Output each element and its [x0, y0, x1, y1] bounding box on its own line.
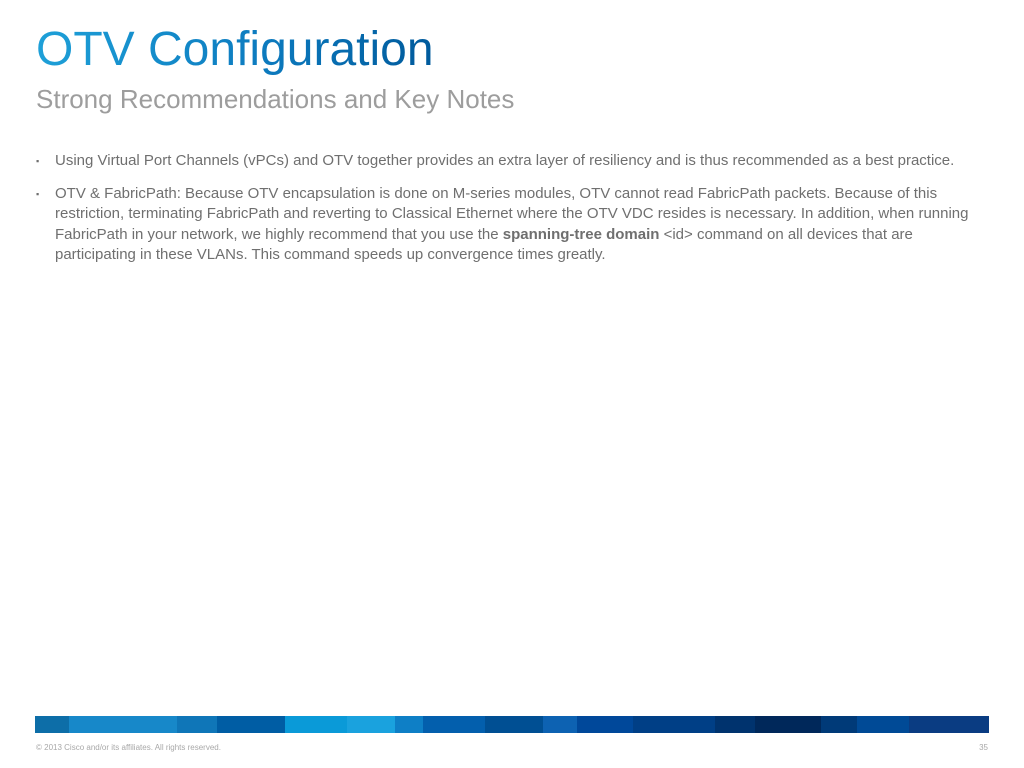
color-band-segment — [821, 716, 857, 733]
color-band-segment — [69, 716, 177, 733]
bullet-marker-icon: ▪ — [36, 156, 40, 166]
color-band-segment — [485, 716, 543, 733]
footer-color-band — [35, 716, 989, 733]
bullet-text-continued: <id> command on all devices that are participating in these VLANs. This command speeds up convergence times greatly. — [55, 225, 913, 263]
color-band-segment — [423, 716, 485, 733]
color-band-segment — [347, 716, 395, 733]
bullet-text: Using Virtual Port Channels (vPCs) and OTV together provides an extra layer of resiliency and is thus recommended as a best practice. — [55, 152, 955, 169]
color-band-segment — [217, 716, 285, 733]
color-band-segment — [715, 716, 755, 733]
color-band-segment — [543, 716, 577, 733]
color-band-segment — [285, 716, 347, 733]
color-band-segment — [633, 716, 715, 733]
slide-title: OTV Configuration — [36, 23, 434, 76]
color-band-segment — [577, 716, 633, 733]
color-band-segment — [755, 716, 821, 733]
bullet-item-fabricpath — [36, 184, 981, 266]
color-band-segment — [395, 716, 423, 733]
color-band-segment — [35, 716, 69, 733]
page-number: 35 — [979, 743, 988, 752]
bullet-list — [36, 151, 981, 278]
footer-copyright: © 2013 Cisco and/or its affiliates. All rights reserved. — [36, 743, 221, 752]
color-band-segment — [857, 716, 909, 733]
color-band-segment — [177, 716, 217, 733]
color-band-segment — [909, 716, 989, 733]
bullet-item-vpc — [36, 151, 981, 172]
bullet-marker-icon: ▪ — [36, 188, 40, 199]
slide-subtitle: Strong Recommendations and Key Notes — [36, 84, 515, 114]
bullet-command-bold: spanning-tree domain — [502, 225, 660, 243]
bullet-text: OTV & FabricPath: Because OTV encapsulation is done on M-series modules, OTV cannot read FabricPath packets. Because of this restriction, terminating FabricPath and reverting to Classical Ethernet where the OTV VDC resides is necessary. In addition, when running FabricPath in your network, we highly recommend that you use the — [55, 184, 969, 243]
